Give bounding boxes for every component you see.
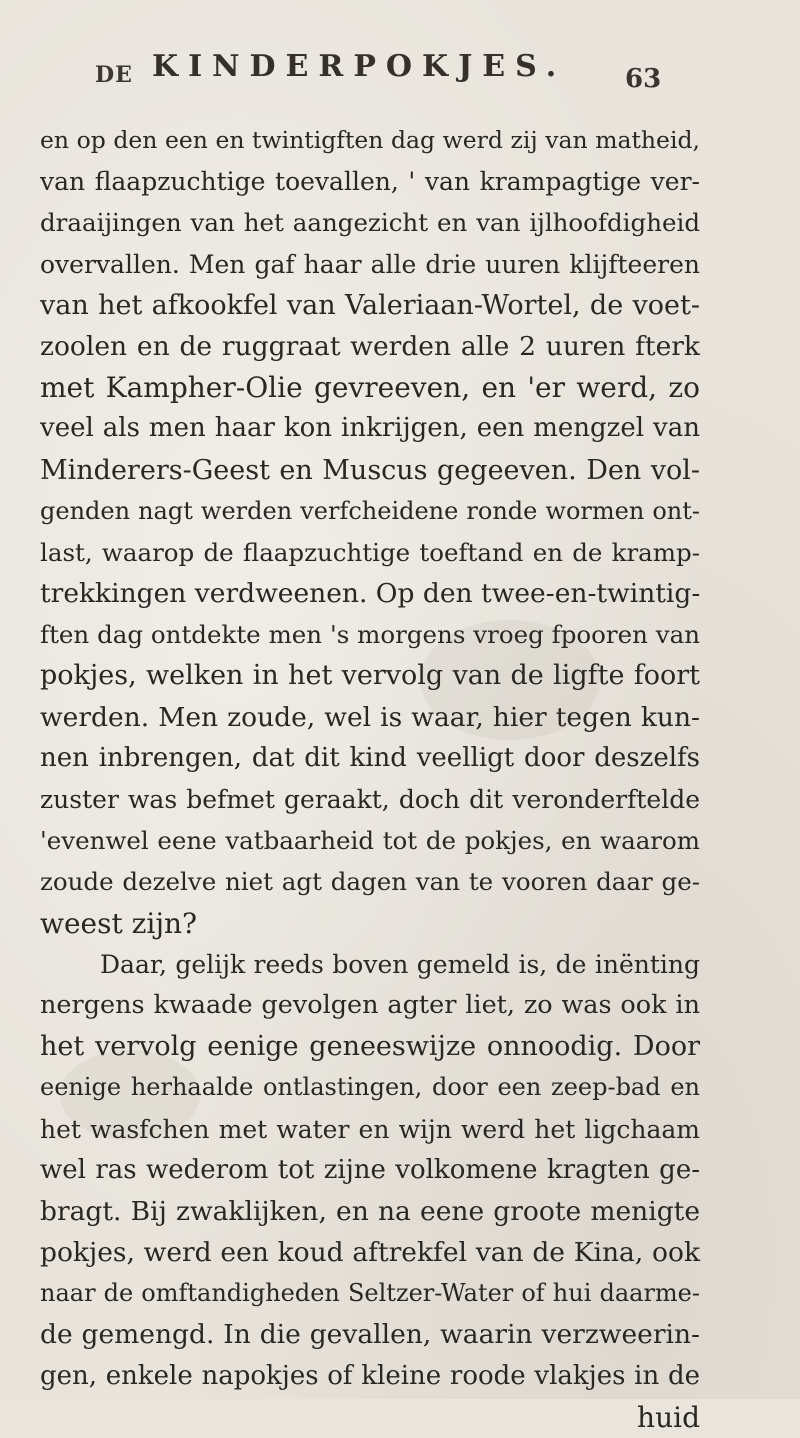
text-line: trekkingen verdweenen. Op den twee-en-twintig- [40,578,701,610]
header-prefix: DE [95,62,133,88]
text-line: nen inbrengen, dat dit kind veelligt door deszelfs [40,742,700,773]
text-line: pokjes, welken in het vervolg van de ligfte foort [40,660,700,692]
text-line: het wasfchen met water en wijn werd het ligchaam [40,1114,700,1144]
header-title: KINDERPOKJES. [152,49,567,84]
text-line: pokjes, werd een koud aftrekfel van de Kina, ook [40,1237,700,1269]
text-line: eenige herhaalde ontlastingen, door een zeep-bad en [40,1073,700,1102]
text-line: draaijingen van het aangezicht en van ijlhoofdigheid [40,208,700,238]
text-line: genden nagt werden verfcheidene ronde wormen ont- [40,496,700,525]
text-line: van flaapzuchtige toevallen, ' van krampagtige ver- [40,167,700,197]
text-line: 'evenwel eene vatbaarheid tot de pokjes, en waarom [40,826,700,856]
text-line: weest zijn? [40,906,198,940]
text-line: naar de omftandigheden Seltzer-Water of hui daarme- [40,1279,700,1308]
text-line: en op den een en twintigften dag werd zij van matheid, [40,126,700,154]
page-number: 63 [625,64,662,94]
text-line: werden. Men zoude, wel is waar, hier tegen kun- [40,701,700,733]
text-line: met Kampher-Olie gevreeven, en 'er werd, zo [40,371,700,405]
text-line: last, waarop de flaapzuchtige toeftand en de kramp- [40,537,700,567]
text-line: veel als men haar kon inkrijgen, een mengzel van [40,413,700,444]
text-line: overvallen. Men gaf haar alle drie uuren klijfteeren [40,249,700,279]
body-text [40,120,700,1438]
text-line: gen, enkele napokjes of kleine roode vlakjes in de [40,1360,700,1391]
text-line: het vervolg eenige geneeswijze onnoodig. Door [40,1031,700,1063]
text-line: Minderers-Geest en Muscus gegeeven. Den vol- [40,454,700,486]
paragraph-start-line: Daar, gelijk reeds boven gemeld is, de inënting [100,949,700,979]
text-line: ften dag ontdekte men 's morgens vroeg fpooren van [40,620,700,650]
text-line: zuster was befmet geraakt, doch dit veronderftelde [40,785,700,814]
text-line: van het afkookfel van Valeriaan-Wortel, de voet- [40,289,700,321]
catchword: huid [637,1400,700,1434]
text-line: wel ras wederom tot zijne volkomene kragten ge- [40,1154,700,1185]
text-line: de gemengd. In die gevallen, waarin verzweerin- [40,1319,700,1351]
text-line: bragt. Bij zwaklijken, en na eene groote menigte [40,1195,700,1227]
text-line: zoolen en de ruggraat werden alle 2 uuren fterk [40,330,700,362]
text-line: zoude dezelve niet agt dagen van te vooren daar ge- [40,867,700,897]
running-header [0,44,800,94]
text-line: nergens kwaade gevolgen agter liet, zo was ook in [40,989,700,1020]
